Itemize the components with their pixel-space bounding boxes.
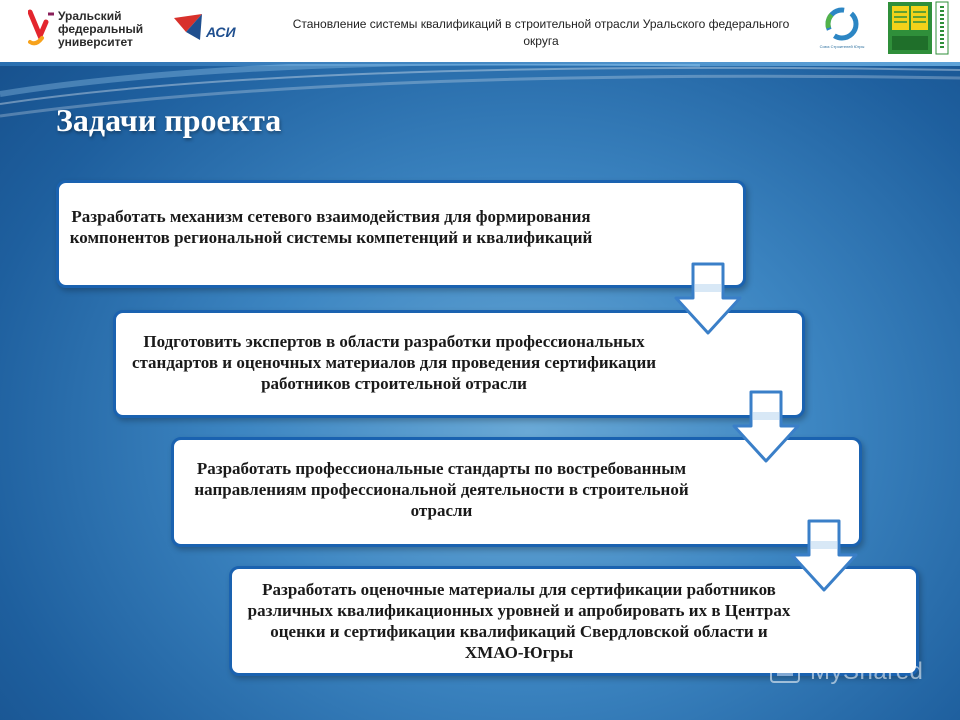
slide-title: Задачи проекта [56,102,282,138]
ring-logo-caption: Союз Строителей Югры [819,44,865,49]
task-text-1: Разработать механизм сетевого взаимодействия для формирования компонентов региональной системы компетенций и квалификаций [69,207,593,247]
watermark [770,658,923,686]
university-name: Уральский федеральный университет [58,9,144,49]
task-text-2: Подготовить экспертов в области разработки профессиональных стандартов и оценочных материалов для проведения сертификации работников строительной отрасли [131,331,657,393]
down-arrow-icon [673,262,743,336]
education-logo [886,0,952,58]
task-text-3: Разработать профессиональные стандарты по востребованным направлениям профессиональной деятельности в строительной отрасли [194,458,689,520]
asi-logo [172,10,272,52]
task-text-4: Разработать оценочные материалы для сертификации работников различных квалификационных уровней и апробировать их в Центрах оценки и сертификации квалификаций Свердловской области и ХМАО-Югры [247,580,791,662]
header-title: Становление системы квалификаций в строительной отрасли Уральского федерального округа [292,17,790,48]
builders-union-logo [818,6,866,56]
task-box-1 [56,180,746,288]
header-bar [0,0,960,64]
ring-logo-icon [818,6,866,46]
down-arrow-icon [789,519,859,593]
down-arrow-icon [731,390,801,464]
urfu-logo [28,8,163,56]
urfu-emblem-icon [28,8,58,48]
book-logo-icon [886,0,952,58]
asi-logo-text: АСИ [206,24,236,40]
watermark-text: MyShared [810,658,924,685]
asi-emblem-icon [172,10,206,50]
